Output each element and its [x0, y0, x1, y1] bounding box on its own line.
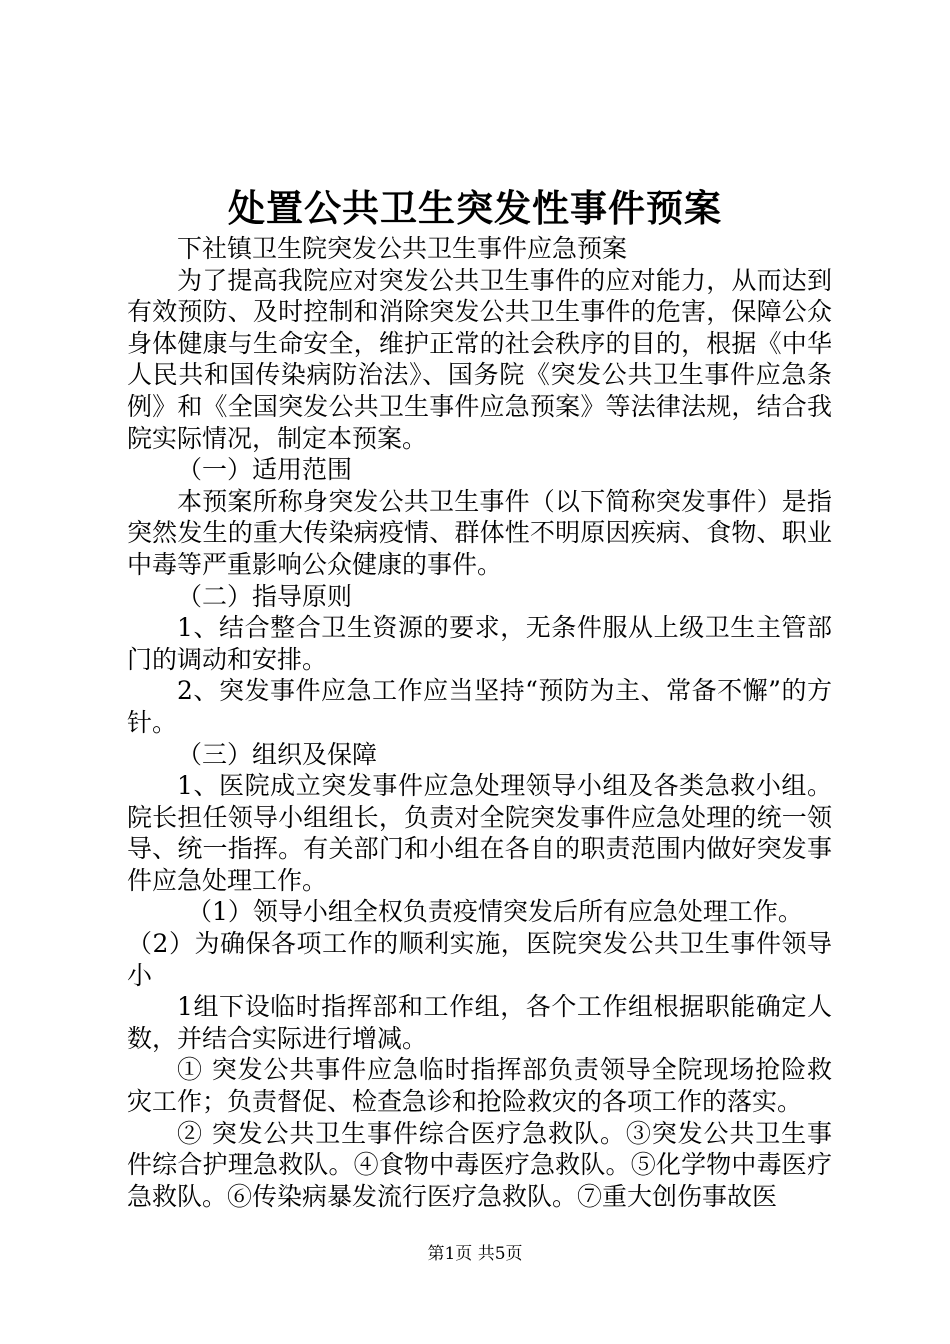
paragraph-scope: 本预案所称身突发公共卫生事件（以下简称突发事件）是指突然发生的重大传染病疫情、群体性不明原因疾病、食物、职业中毒等严重影响公众健康的事件。	[127, 486, 832, 579]
section-heading-scope: （一）适用范围	[177, 455, 353, 485]
paragraph-subtitle: 下社镇卫生院突发公共卫生事件应急预案	[177, 234, 628, 263]
paragraph-intro: 为了提高我院应对突发公共卫生事件的应对能力，从而达到有效预防、及时控制和消除突发公共卫生事件的危害，保障公众身体健康与生命安全，维护正常的社会秩序的目的，根据《中华人民共和国传染病防治法》、国务院《突发公共卫生事件应急条例》和《全国突发公共卫生事件应急预案》等法律法规，结合我院实际情况，制定本预案。	[127, 265, 832, 453]
paragraph-organization-1: 1、医院成立突发事件应急处理领导小组及各类急救小组。院长担任领导小组组长，负责对全院突发事件应急处理的统一领导、统一指挥。有关部门和小组在各自的职责范围内做好突发事件应急处理工作。	[127, 771, 832, 895]
paragraph-principle-2: 2、突发事件应急工作应当坚持“预防为主、常备不懈”的方针。	[127, 676, 832, 737]
document-body	[127, 233, 832, 1212]
section-heading-organization: （三）组织及保障	[177, 739, 378, 769]
document-title: 处置公共卫生突发性事件预案	[228, 186, 722, 230]
paragraph-organization-groups: 1组下设临时指挥部和工作组，各个工作组根据职能确定人数，并结合实际进行增减。	[127, 992, 832, 1053]
paragraph-organization-1-1: （1）领导小组全权负责疫情突发后所有应急处理工作。	[187, 897, 803, 927]
paragraph-organization-1-2: （2）为确保各项工作的顺利实施，医院突发公共卫生事件领导小	[127, 929, 832, 990]
page-footer: 第1页 共5页	[427, 1244, 523, 1264]
section-heading-principles: （二）指导原则	[177, 581, 353, 611]
paragraph-emergency-teams: ② 突发公共卫生事件综合医疗急救队。③突发公共卫生事件综合护理急救队。④食物中毒医疗急救队。⑤化学物中毒医疗急救队。⑥传染病暴发流行医疗急救队。⑦重大创伤事故医	[127, 1118, 832, 1211]
paragraph-command-center: ① 突发公共事件应急临时指挥部负责领导全院现场抢险救灾工作；负责督促、检查急诊和抢险救灾的各项工作的落实。	[127, 1055, 832, 1117]
paragraph-principle-1: 1、结合整合卫生资源的要求，无条件服从上级卫生主管部门的调动和安排。	[127, 613, 832, 674]
